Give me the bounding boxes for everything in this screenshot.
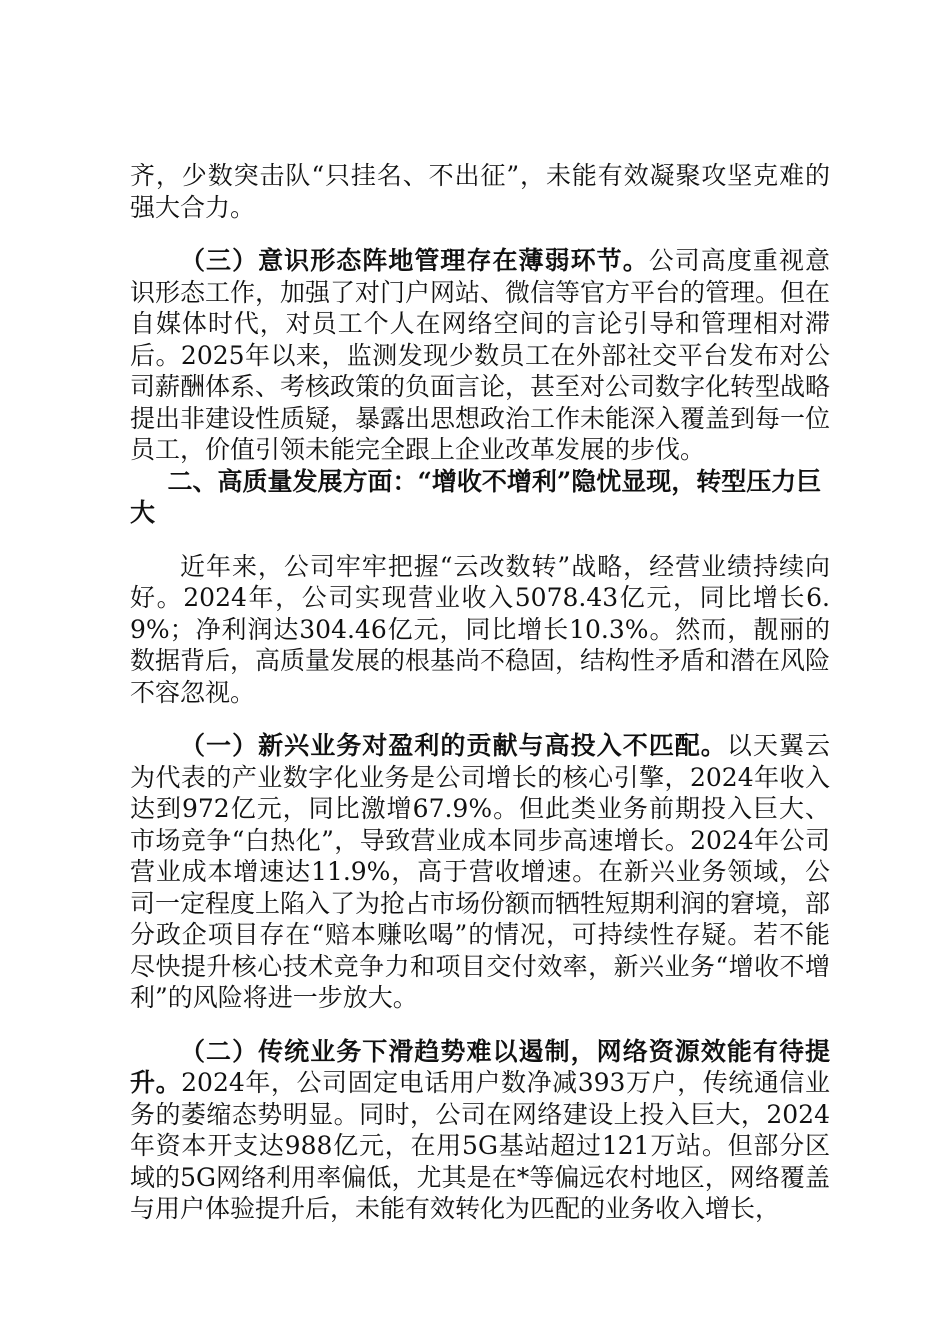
paragraph-text: 近年来，公司牢牢把握“云改数转”战略，经营业绩持续向好。2024年，公司实现营业收入5078.43亿元，同比增长6.9%；净利润达304.46亿元，同比增长10.3%。然而，靓丽的数据背后，高质量发展的根基尚不稳固，结构性矛盾和潜在风险不容忽视。 xyxy=(130,551,831,707)
paragraph-text: 2024年，公司固定电话用户数净减393万户，传统通信业务的萎缩态势明显。同时，公司在网络建设上投入巨大，2024年资本开支达988亿元，在用5G基站超过121万站。但部分区域的5G网络利用率偏低，尤其是在*等偏远农村地区，网络覆盖与用户体验提升后，未能有效转化为匹配的业务收入增长， xyxy=(130,1068,830,1223)
paragraph-text: 齐，少数突击队“只挂名、不出征”，未能有效凝聚攻坚克难的强大合力。 xyxy=(130,161,830,222)
paragraph-traditional-business xyxy=(130,1036,830,1225)
section-heading-text: 二、高质量发展方面：“增收不增利”隐忧显现，转型压力巨大 xyxy=(130,466,822,527)
paragraph-lead: （一）新兴业务对盈利的贡献与高投入不匹配。 xyxy=(180,731,727,760)
paragraph-lead: （三）意识形态阵地管理存在薄弱环节。 xyxy=(180,246,649,275)
paragraph-text: 公司高度重视意识形态工作，加强了对门户网站、微信等官方平台的管理。但在自媒体时代，对员工个人在网络空间的言论引导和管理相对滞后。2025年以来，监测发现少数员工在外部社交平台发布对公司薪酬体系、考核政策的负面言论，甚至对公司数字化转型战略提出非建设性质疑，暴露出思想政治工作未能深入覆盖到每一位员工，价值引领未能完全跟上企业改革发展的步伐。 xyxy=(130,246,831,464)
paragraph-continuation xyxy=(130,160,830,223)
paragraph-overview xyxy=(130,551,830,709)
section-heading xyxy=(130,466,830,529)
paragraph-ideology xyxy=(130,245,830,466)
paragraph-emerging-business xyxy=(130,730,830,1014)
paragraph-text: 以天翼云为代表的产业数字化业务是公司增长的核心引擎，2024年收入达到972亿元，同比激增67.9%。但此类业务前期投入巨大、市场竞争“白热化”，导致营业成本同步高速增长。2024年公司营业成本增速达11.9%，高于营收增速。在新兴业务领域，公司一定程度上陷入了为抢占市场份额而牺牲短期利润的窘境，部分政企项目存在“赔本赚吆喝”的情况，可持续性存疑。若不能尽快提升核心技术竞争力和项目交付效率，新兴业务“增收不增利”的风险将进一步放大。 xyxy=(130,731,831,1012)
paragraph-lead: （二）传统业务下滑趋势难以遏制，网络资源效能有待提升。 xyxy=(130,1036,830,1097)
document-page xyxy=(130,160,830,1225)
